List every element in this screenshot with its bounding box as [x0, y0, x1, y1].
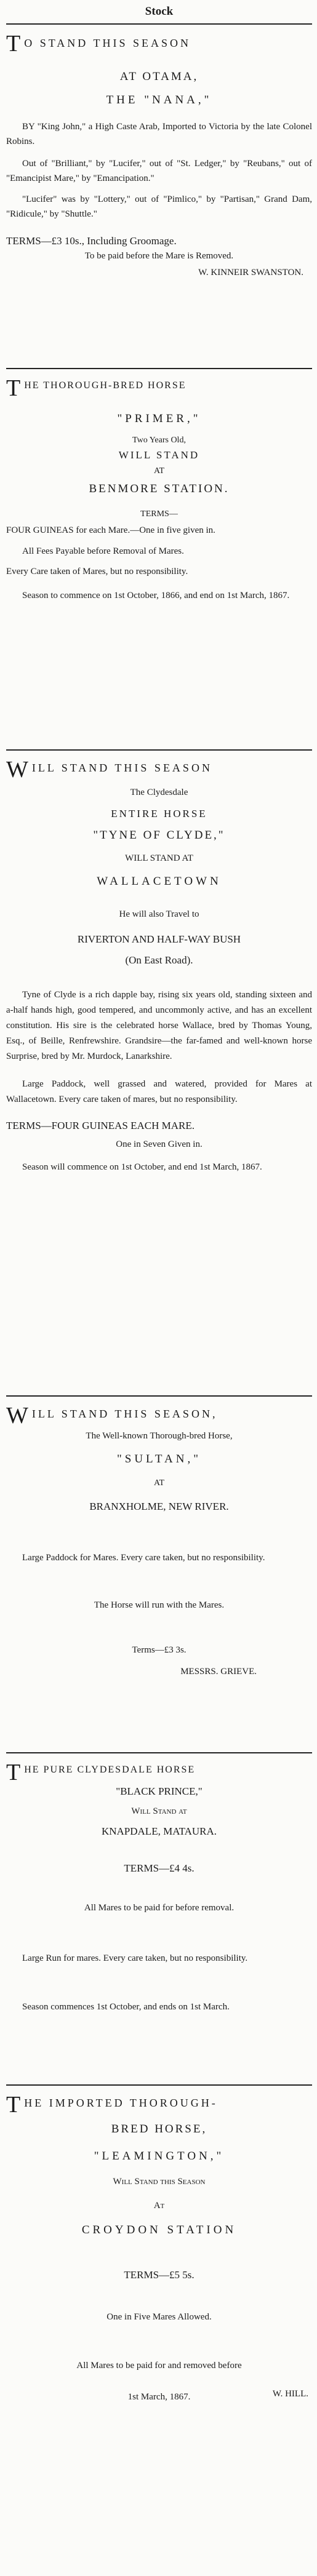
season-note: Season will commence on 1st October, and end 1st March, 1867. — [22, 1162, 262, 1172]
terms-line: TERMS—£5 5s. — [124, 2269, 195, 2281]
advert-sultan — [6, 1395, 312, 1752]
payment-note: All Mares to be paid for and removed before — [76, 2361, 242, 2371]
advert-heading — [6, 2093, 312, 2118]
at-line: At — [153, 2201, 165, 2211]
location-line: WALLACETOWN — [97, 875, 222, 888]
advert-heading — [6, 758, 312, 783]
horse-name: "BLACK PRINCE," — [116, 1785, 203, 1797]
payment-note: To be paid before the Mare is Removed. — [84, 251, 234, 261]
advert-heading-text: HE IMPORTED THOROUGH- — [24, 2097, 218, 2109]
travel-destinations: RIVERTON AND HALF-WAY BUSH — [77, 933, 241, 945]
terms-line: TERMS—£4 4s. — [124, 1862, 195, 1874]
pedigree-text: Out of "Brilliant," by "Lucifer," out of "St. Ledger," by "Reubans," out of "Emancipist Mare," by "Emancipation." — [6, 159, 312, 183]
drop-cap: T — [6, 2092, 21, 2118]
allowance-note: One in Five Mares Allowed. — [106, 2312, 212, 2322]
location-line: BENMORE STATION. — [89, 482, 230, 495]
advert-heading-text: HE THOROUGH-BRED HORSE — [24, 380, 187, 391]
drop-cap: T — [6, 375, 21, 401]
age-line: Two Years Old, — [132, 436, 186, 445]
run-note: The Horse will run with the Mares. — [94, 1600, 225, 1610]
season-note: Season to commence on 1st October, 1866, and end on 1st March, 1867. — [22, 591, 290, 600]
care-note: Every Care taken of Mares, but no responsibility. — [6, 567, 188, 576]
drop-cap: T — [6, 1760, 21, 1785]
advert-heading — [6, 1761, 312, 1785]
advert-heading — [6, 377, 312, 401]
advert-black-prince — [6, 1752, 312, 2084]
terms-label: TERMS— — [140, 509, 178, 519]
location-line: CROYDON STATION — [81, 2223, 237, 2236]
advert-heading-text: ILL STAND THIS SEASON — [31, 762, 212, 774]
pedigree-text: "Lucifer" was by "Lottery," out of "Pimlico," by "Partisan," Grand Dam, "Ridicule," by "Shuttle." — [6, 194, 312, 219]
deadline-line: 1st March, 1867. — [127, 2392, 191, 2402]
terms-line: FOUR GUINEAS for each Mare.—One in five given in. — [6, 525, 215, 535]
terms-line: TERMS—FOUR GUINEAS EACH MARE. — [6, 1120, 195, 1131]
run-note: Large Run for mares. Every care taken, but no responsibility. — [22, 1953, 248, 1963]
paddock-note: Large Paddock, well grassed and watered, provided for Mares at Wallacetown. Every care taken of mares, but no responsibility. — [6, 1079, 312, 1104]
terms-line: Terms—£3 3s. — [132, 1645, 187, 1655]
at-line: AT — [153, 1478, 165, 1488]
will-stand: WILL STAND AT — [125, 853, 193, 863]
horse-name: "LEAMINGTON," — [94, 2150, 225, 2163]
advertiser-name: W. HILL. — [272, 2389, 308, 2399]
section-title: Stock — [145, 5, 174, 18]
breed-line: The Clydesdale — [130, 788, 188, 797]
advert-tyne-of-clyde — [6, 749, 312, 1395]
terms-note: One in Seven Given in. — [116, 1139, 203, 1149]
entire-horse: ENTIRE HORSE — [111, 808, 207, 819]
paddock-note: Large Paddock for Mares. Every care taken, but no responsibility. — [22, 1553, 265, 1563]
location-line: AT OTAMA, — [119, 70, 199, 83]
fees-note: All Fees Payable before Removal of Mares. — [22, 546, 184, 556]
will-stand: Will Stand at — [131, 1806, 187, 1816]
location-line: KNAPDALE, MATAURA. — [101, 1825, 217, 1837]
advert-heading-text: ILL STAND THIS SEASON, — [31, 1408, 218, 1420]
season-note: Season commences 1st October, and ends on 1st March. — [22, 2002, 230, 2012]
horse-description: The Well-known Thorough-bred Horse, — [86, 1431, 233, 1441]
advert-primer — [6, 368, 312, 749]
advert-leamington — [6, 2084, 312, 2575]
horse-name: THE "NANA," — [106, 94, 212, 106]
at-line: AT — [153, 466, 165, 476]
advertiser-name: W. KINNEIR SWANSTON. — [198, 268, 303, 277]
will-stand: WILL STAND — [118, 449, 200, 461]
advert-heading-text: O STAND THIS SEASON — [24, 37, 191, 49]
drop-cap: W — [6, 1403, 28, 1429]
horse-name: "TYNE OF CLYDE," — [93, 829, 225, 842]
location-line: BRANXHOLME, NEW RIVER. — [89, 1501, 229, 1512]
advertiser-name: MESSRS. GRIEVE. — [180, 1667, 257, 1677]
advert-heading — [6, 1404, 312, 1429]
advert-heading-text: HE PURE CLYDESDALE HORSE — [24, 1765, 196, 1775]
bred-horse-line: BRED HORSE, — [111, 2123, 207, 2135]
drop-cap: W — [6, 757, 28, 783]
terms-line: TERMS—£3 10s., Including Groomage. — [6, 235, 177, 247]
horse-name: "SULTAN," — [117, 1453, 201, 1465]
drop-cap: T — [6, 31, 21, 57]
travel-line: He will also Travel to — [119, 909, 199, 919]
advert-heading — [6, 32, 312, 59]
road-line: (On East Road). — [125, 954, 193, 966]
payment-note: All Mares to be paid for before removal. — [84, 1903, 235, 1913]
pedigree-text: BY "King John," a High Caste Arab, Imported to Victoria by the late Colonel Robins. — [6, 122, 312, 146]
will-stand: Will Stand this Season — [113, 2177, 206, 2187]
advert-nana — [6, 23, 312, 368]
description-text: Tyne of Clyde is a rich dapple bay, rising six years old, standing sixteen and a-half hands high, good tempered, and uncommonly active, and has an excellent constitution. His sire is the celebrated horse Wallace, bred by Thomas Young, Esq., of Beille, Renfrewshire. Grandsire—the far-famed and well-known horse Surprise, bred by Mr. Murdock, Lanarkshire. — [6, 990, 312, 1061]
horse-name: "PRIMER," — [117, 412, 201, 425]
